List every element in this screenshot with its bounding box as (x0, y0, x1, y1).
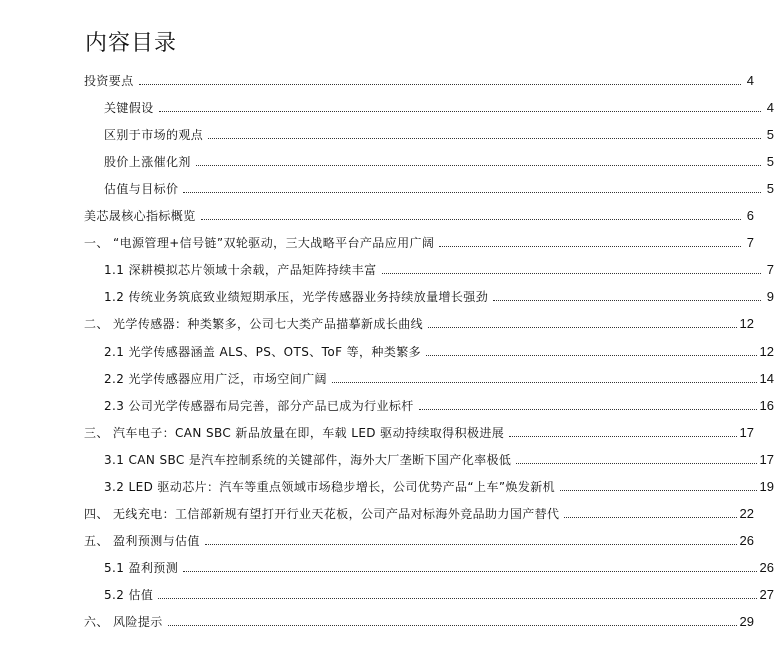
toc-leader-dots (158, 597, 756, 599)
toc-entry[interactable] (0, 313, 754, 333)
toc-entry-title: 二、 光学传感器：种类繁多，公司七大类产品描摹新成长曲线 (84, 316, 424, 331)
toc-leader-dots (426, 354, 757, 356)
toc-entry[interactable] (0, 368, 774, 388)
toc-entry[interactable] (0, 259, 774, 279)
toc-leader-dots (516, 462, 756, 464)
toc-entry-title: 关键假设 (104, 100, 154, 115)
toc-page-number: 17 (759, 451, 774, 467)
toc-entry-title: 5.2 估值 (104, 587, 154, 602)
toc-page-number: 26 (739, 532, 754, 548)
toc-entry-title: 投资要点 (84, 73, 134, 88)
toc-leader-dots (208, 137, 761, 139)
toc-entry[interactable] (0, 70, 754, 90)
toc-entry[interactable] (0, 557, 774, 577)
toc-entry[interactable] (0, 178, 774, 198)
toc-entry[interactable] (0, 503, 754, 523)
toc-leader-dots (183, 191, 761, 193)
toc-entry-title: 5.1 盈利预测 (104, 560, 179, 575)
toc-page-number: 14 (759, 370, 774, 386)
toc-entry-title: 2.3 公司光学传感器布局完善，部分产品已成为行业标杆 (104, 398, 414, 413)
toc-leader-dots (332, 381, 757, 383)
toc-entry[interactable] (0, 341, 774, 361)
toc-entry-title: 一、 “电源管理+信号链”双轮驱动，三大战略平台产品应用广阔 (84, 235, 435, 250)
toc-page-number: 5 (766, 153, 774, 169)
toc-entry[interactable] (0, 422, 754, 442)
toc-entry[interactable] (0, 395, 774, 415)
toc-entry-title: 3.2 LED 驱动芯片：汽车等重点领域市场稳步增长，公司优势产品“上车”焕发新机 (104, 479, 556, 494)
toc-page-number: 22 (739, 505, 754, 521)
toc-leader-dots (419, 408, 757, 410)
toc-entry[interactable] (0, 205, 754, 225)
toc-entry[interactable] (0, 584, 774, 604)
toc-entry-title: 四、 无线充电：工信部新规有望打开行业天花板，公司产品对标海外竞品助力国产替代 (84, 506, 560, 521)
toc-leader-dots (509, 435, 736, 437)
toc-entry-title: 1.1 深耕模拟芯片领域十余载，产品矩阵持续丰富 (104, 262, 377, 277)
toc-page-number: 9 (766, 288, 774, 304)
toc-page-number: 5 (766, 126, 774, 142)
toc-entry-title: 估值与目标价 (104, 181, 179, 196)
toc-entry[interactable] (0, 124, 774, 144)
toc-page-number: 12 (759, 343, 774, 359)
toc-entry-title: 三、 汽车电子：CAN SBC 新品放量在即，车载 LED 驱动持续取得积极进展 (84, 425, 505, 440)
toc-page-number: 17 (739, 424, 754, 440)
toc-entry-title: 3.1 CAN SBC 是汽车控制系统的关键部件，海外大厂垄断下国产化率极低 (104, 452, 512, 467)
toc-page-number: 7 (766, 261, 774, 277)
toc-leader-dots (168, 624, 737, 626)
toc-entry[interactable] (0, 449, 774, 469)
toc-page-number: 29 (739, 613, 754, 629)
toc-leader-dots (560, 489, 756, 491)
toc-entry[interactable] (0, 611, 754, 631)
toc-leader-dots (159, 110, 761, 112)
toc-entry-title: 2.1 光学传感器涵盖 ALS、PS、OTS、ToF 等，种类繁多 (104, 344, 422, 359)
toc-entry[interactable] (0, 97, 774, 117)
toc-page-number: 12 (739, 315, 754, 331)
toc-page-number: 6 (746, 207, 754, 223)
toc-entry[interactable] (0, 151, 774, 171)
toc-page-number: 27 (759, 586, 774, 602)
toc-leader-dots (493, 299, 761, 301)
toc-entry-title: 区别于市场的观点 (104, 127, 204, 142)
toc-entry[interactable] (0, 232, 754, 252)
toc-leader-dots (139, 83, 741, 85)
toc-page-number: 7 (746, 234, 754, 250)
toc-page-number: 4 (746, 72, 754, 88)
toc-entry-title: 1.2 传统业务筑底致业绩短期承压，光学传感器业务持续放量增长强劲 (104, 289, 489, 304)
toc-entry-title: 五、 盈利预测与估值 (84, 533, 200, 548)
toc-leader-dots (183, 570, 756, 572)
toc-leader-dots (439, 245, 741, 247)
toc-leader-dots (428, 326, 737, 328)
toc-entry-title: 美芯晟核心指标概览 (84, 208, 196, 223)
toc-page-number: 19 (759, 478, 774, 494)
toc-leader-dots (201, 218, 741, 220)
toc-entry-title: 2.2 光学传感器应用广泛，市场空间广阔 (104, 371, 327, 386)
toc-leader-dots (205, 543, 737, 545)
toc-entry-title: 六、 风险提示 (84, 614, 163, 629)
toc-leader-dots (564, 516, 736, 518)
toc-page-number: 5 (766, 180, 774, 196)
toc-entry[interactable] (0, 476, 774, 496)
toc-page-number: 4 (766, 99, 774, 115)
toc-entry-title: 股价上涨催化剂 (104, 154, 191, 169)
toc-leader-dots (382, 272, 761, 274)
page-title: 内容目录 (85, 31, 178, 56)
toc-entry[interactable] (0, 530, 754, 550)
toc-leader-dots (196, 164, 761, 166)
toc-page-number: 26 (759, 559, 774, 575)
toc-entry[interactable] (0, 286, 774, 306)
toc-page-number: 16 (759, 397, 774, 413)
